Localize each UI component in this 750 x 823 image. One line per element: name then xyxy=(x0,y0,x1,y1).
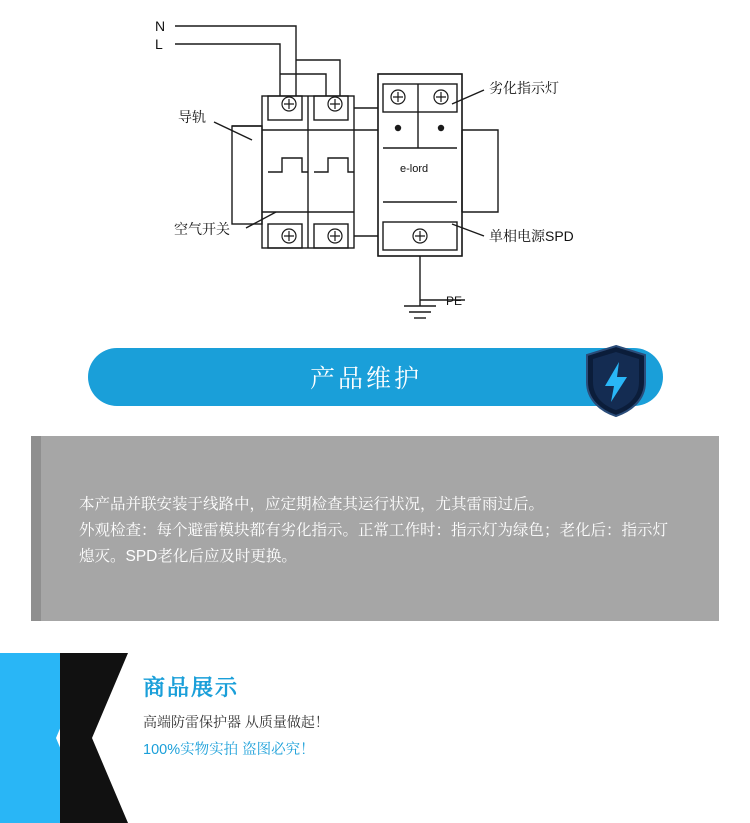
wiring-diagram xyxy=(0,0,750,336)
black-arrow-shape xyxy=(60,653,128,823)
label-degradation-lamp: 劣化指示灯 xyxy=(489,80,559,96)
showcase-title: 商品展示 xyxy=(143,675,240,700)
spd-rail-band xyxy=(462,130,498,212)
label-air-switch: 空气开关 xyxy=(174,221,230,237)
label-n: N xyxy=(155,18,166,34)
maintenance-text xyxy=(79,492,689,570)
leader-air-switch xyxy=(246,212,276,228)
label-l: L xyxy=(155,36,163,52)
shield-lightning-icon xyxy=(583,344,649,418)
showcase-section xyxy=(0,653,750,823)
label-brand: e-lord xyxy=(400,163,429,175)
label-spd: 单相电源SPD xyxy=(489,228,574,244)
page-title: 产品维护 xyxy=(309,365,422,393)
wire-l xyxy=(175,44,280,96)
indicator-dot-right xyxy=(438,125,444,131)
wire-branch-1 xyxy=(296,60,340,96)
showcase-subtitle: 高端防雷保护器 从质量做起！ xyxy=(143,714,329,730)
din-rail xyxy=(232,126,262,224)
maintenance-line-2: 外观检查：每个避雷模块都有劣化指示。正常工作时：指示灯为绿色；老化后：指示灯 xyxy=(79,522,669,539)
wire-branch-2 xyxy=(280,74,326,96)
leader-rail xyxy=(214,122,252,140)
label-pe: PE xyxy=(446,294,463,308)
maintenance-line-3: 熄灭。SPD老化后应及时更换。 xyxy=(79,548,297,565)
wiring-diagram-svg xyxy=(0,0,750,336)
wire-n xyxy=(175,26,296,96)
showcase-decoration xyxy=(0,653,750,823)
maintenance-line-1: 本产品并联安装于线路中，应定期检查其运行状况，尤其雷雨过后。 xyxy=(79,496,545,513)
showcase-text xyxy=(143,671,329,759)
product-maintenance-banner xyxy=(88,348,663,406)
label-rail: 导轨 xyxy=(178,109,206,125)
block-left-accent xyxy=(31,436,41,621)
indicator-dot-left xyxy=(395,125,401,131)
showcase-subtitle-2: 100%实物实拍 盗图必究！ xyxy=(143,742,315,758)
maintenance-text-block xyxy=(31,436,719,621)
